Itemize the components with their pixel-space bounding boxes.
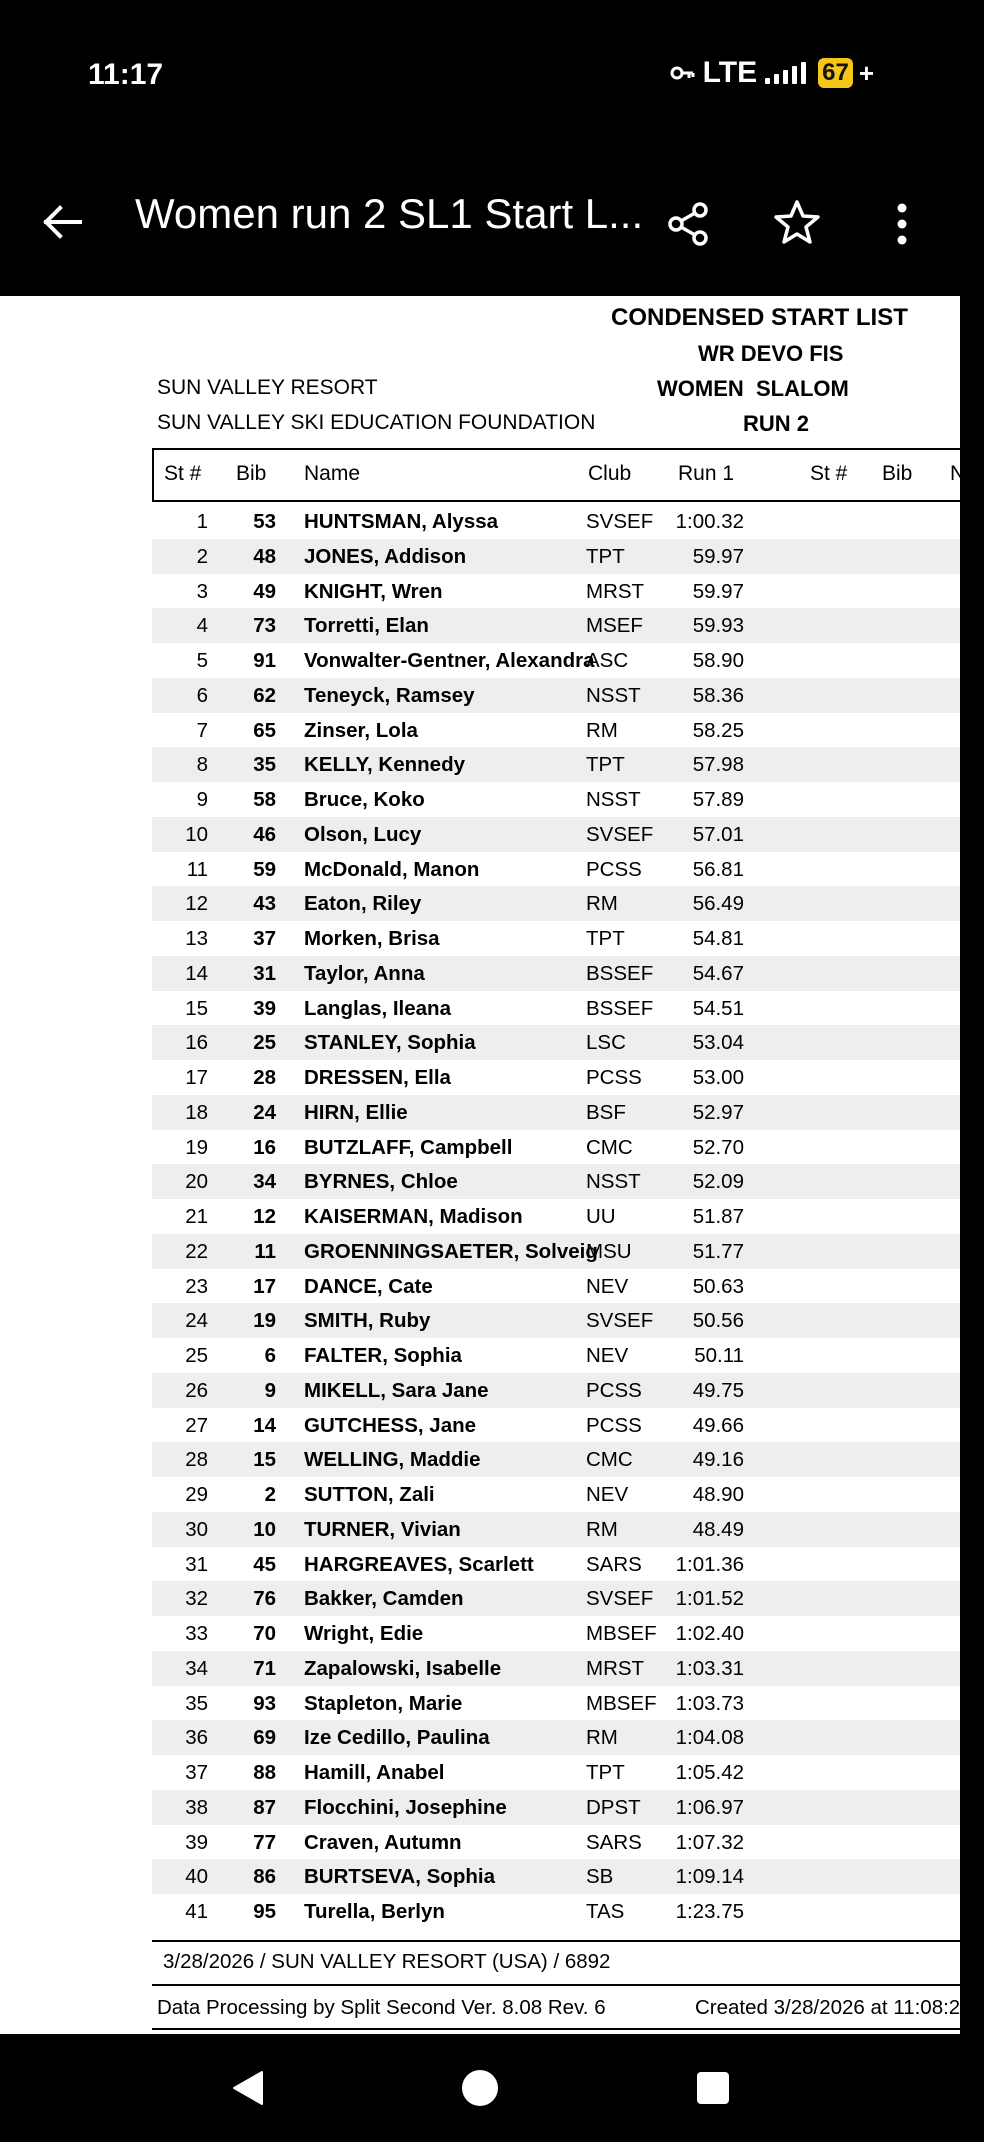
table-row [152, 1130, 960, 1165]
club: DPST [586, 1795, 641, 1819]
bib-number: 88 [253, 1761, 276, 1784]
table-row [152, 747, 960, 782]
run1-time: 54.67 [692, 961, 744, 985]
table-row [152, 1720, 960, 1755]
bib-number: 87 [253, 1795, 276, 1819]
start-number: 28 [185, 1448, 208, 1472]
bib-number: 93 [253, 1691, 276, 1715]
bib-number: 19 [253, 1309, 276, 1333]
club: PCSS [586, 1413, 642, 1437]
col-bib-2: Bib [882, 462, 913, 485]
clock: 11:17 [88, 58, 164, 91]
nav-recents-icon[interactable] [697, 2072, 729, 2104]
run1-time: 54.81 [692, 927, 744, 950]
run1-time: 1:23.75 [675, 1900, 744, 1923]
document-title: Women run 2 SL1 Start L... [135, 190, 644, 237]
table-row [152, 1303, 960, 1338]
table-row [152, 1199, 960, 1234]
club: SVSEF [586, 1309, 654, 1333]
club: SARS [586, 1552, 642, 1576]
start-number: 37 [185, 1761, 208, 1784]
bib-number: 86 [253, 1865, 276, 1889]
club: CMC [586, 1135, 633, 1159]
status-bar [0, 0, 960, 150]
organizer-resort: SUN VALLEY RESORT [157, 376, 378, 399]
table-row [152, 1477, 960, 1512]
club: MBSEF [586, 1691, 657, 1715]
pdf-page [0, 296, 966, 2034]
table-row [152, 1373, 960, 1408]
footer-created: Created 3/28/2026 at 11:08:2 [695, 1996, 961, 2019]
start-number: 36 [185, 1726, 208, 1750]
table-row [152, 504, 960, 539]
start-number: 31 [185, 1552, 208, 1576]
bib-number: 9 [264, 1378, 276, 1402]
bib-number: 95 [253, 1900, 276, 1923]
star-icon[interactable] [772, 198, 822, 248]
status-icons [669, 56, 874, 90]
bib-number: 53 [253, 510, 276, 533]
start-number: 35 [185, 1691, 208, 1715]
network-type: LTE [702, 56, 758, 89]
table-row [152, 1651, 960, 1686]
col-name: Name [304, 462, 361, 485]
athlete-name: SMITH, Ruby [304, 1309, 431, 1333]
club: ASC [586, 649, 629, 672]
club: BSF [586, 1100, 626, 1124]
bib-number: 77 [253, 1830, 276, 1854]
start-number: 30 [185, 1517, 208, 1541]
table-row [152, 956, 960, 991]
club: RM [586, 892, 618, 916]
start-number: 23 [185, 1274, 208, 1298]
start-number: 8 [196, 753, 208, 777]
club: MBSEF [586, 1622, 657, 1645]
table-row [152, 1581, 960, 1616]
nav-back-icon[interactable] [228, 2068, 268, 2108]
athlete-name: HIRN, Ellie [304, 1100, 408, 1124]
start-number: 14 [185, 961, 208, 985]
run1-time: 1:04.08 [675, 1726, 744, 1750]
col-st-2: St # [810, 462, 848, 485]
table-row [152, 1095, 960, 1130]
start-number: 17 [185, 1066, 208, 1089]
start-number: 2 [196, 544, 208, 568]
footer-divider [152, 1940, 962, 1942]
table-row [152, 1338, 960, 1373]
footer-event: 3/28/2026 / SUN VALLEY RESORT (USA) / 6892 [163, 1950, 611, 1973]
bib-number: 45 [253, 1552, 276, 1576]
athlete-name: Wright, Edie [304, 1622, 424, 1645]
athlete-name: Hamill, Anabel [304, 1761, 445, 1784]
run-label: RUN 2 [743, 411, 810, 436]
athlete-name: BURTSEVA, Sophia [304, 1865, 495, 1889]
table-row [152, 1825, 960, 1860]
table-header [152, 448, 984, 502]
charging-indicator: + [858, 57, 874, 88]
start-number: 40 [185, 1865, 208, 1889]
bib-number: 48 [253, 544, 276, 568]
bib-number: 34 [253, 1170, 276, 1194]
athlete-name: MIKELL, Sara Jane [304, 1378, 489, 1402]
run1-time: 56.81 [692, 857, 744, 881]
athlete-name: Langlas, Ileana [304, 996, 451, 1020]
start-number: 20 [185, 1170, 208, 1194]
run1-time: 1:01.36 [675, 1552, 744, 1576]
club: NSST [586, 1170, 641, 1194]
athlete-name: HUNTSMAN, Alyssa [304, 510, 499, 533]
run1-time: 1:05.42 [675, 1761, 744, 1784]
col-name-2: N [950, 462, 966, 485]
athlete-name: Torretti, Elan [304, 614, 429, 638]
run1-time: 1:03.31 [675, 1656, 744, 1680]
run1-time: 50.56 [692, 1309, 744, 1333]
run1-time: 58.90 [692, 649, 744, 672]
bib-number: 6 [264, 1344, 276, 1367]
start-number: 12 [185, 892, 208, 916]
club: NSST [586, 788, 641, 811]
table-row [152, 1686, 960, 1721]
run1-time: 1:01.52 [675, 1587, 744, 1611]
start-number: 18 [185, 1100, 208, 1124]
athlete-name: DANCE, Cate [304, 1274, 433, 1298]
athlete-name: STANLEY, Sophia [304, 1031, 476, 1055]
club: CMC [586, 1448, 633, 1472]
run1-time: 58.25 [692, 718, 744, 742]
table-row [152, 921, 960, 956]
start-number: 16 [185, 1031, 208, 1055]
start-number: 15 [185, 996, 208, 1020]
run1-time: 1:07.32 [675, 1830, 744, 1854]
bib-number: 2 [264, 1483, 276, 1506]
start-number: 24 [185, 1309, 208, 1333]
athlete-name: Vonwalter-Gentner, Alexandra [304, 649, 595, 672]
table-row [152, 713, 960, 748]
start-number: 39 [185, 1830, 208, 1854]
table-row [152, 991, 960, 1026]
run1-time: 52.70 [692, 1135, 744, 1159]
bib-number: 11 [254, 1239, 276, 1263]
club: NSST [586, 683, 641, 707]
club: MSU [586, 1239, 632, 1263]
bib-number: 24 [253, 1100, 276, 1124]
club: NEV [586, 1344, 629, 1367]
start-number: 21 [185, 1205, 208, 1228]
footer-processing: Data Processing by Split Second Ver. 8.08 Rev. 6 [157, 1996, 606, 2019]
table-row [152, 782, 960, 817]
table-row [152, 1859, 960, 1894]
start-number: 9 [196, 788, 208, 811]
bib-number: 17 [253, 1274, 276, 1298]
run1-time: 57.01 [692, 822, 744, 846]
bib-number: 73 [253, 614, 276, 638]
bib-number: 62 [253, 683, 276, 707]
col-run1: Run 1 [678, 462, 735, 485]
table-row [152, 817, 960, 852]
run1-time: 48.49 [692, 1517, 744, 1541]
club: RM [586, 1517, 618, 1541]
athlete-name: HARGREAVES, Scarlett [304, 1552, 534, 1576]
table-row [152, 886, 960, 921]
footer-divider-3 [152, 2028, 962, 2030]
start-number: 32 [185, 1587, 208, 1611]
bib-number: 46 [253, 822, 276, 846]
more-options-icon[interactable] [882, 200, 922, 248]
bib-number: 10 [253, 1517, 276, 1541]
start-number: 19 [185, 1135, 208, 1159]
athlete-name: Taylor, Anna [304, 961, 425, 985]
club: PCSS [586, 857, 642, 881]
run1-time: 59.97 [692, 579, 744, 603]
navigation-bar [0, 2034, 960, 2142]
table-row [152, 1442, 960, 1477]
athlete-name: Flocchini, Josephine [304, 1795, 507, 1819]
club: TPT [586, 927, 625, 950]
athlete-name: TURNER, Vivian [304, 1517, 461, 1541]
table-row [152, 1512, 960, 1547]
table-row [152, 1025, 960, 1060]
athlete-name: Teneyck, Ramsey [304, 683, 475, 707]
start-number: 27 [185, 1413, 208, 1437]
run1-time: 51.77 [692, 1239, 744, 1263]
bib-number: 59 [253, 857, 276, 881]
table-row [152, 852, 960, 887]
table-row [152, 1894, 960, 1929]
athlete-name: BUTZLAFF, Campbell [304, 1135, 513, 1159]
club: RM [586, 1726, 618, 1750]
run1-time: 52.09 [692, 1170, 744, 1194]
start-number: 11 [186, 857, 208, 881]
bib-number: 35 [253, 753, 276, 777]
run1-time: 57.98 [692, 753, 744, 777]
club: MRST [586, 579, 645, 603]
athlete-name: Zinser, Lola [304, 718, 418, 742]
run1-time: 51.87 [692, 1205, 744, 1228]
share-icon[interactable] [664, 200, 712, 248]
start-number: 3 [196, 579, 208, 603]
athlete-name: GUTCHESS, Jane [304, 1413, 477, 1437]
run1-time: 49.66 [692, 1413, 744, 1437]
bib-number: 76 [253, 1587, 276, 1611]
table-row [152, 1060, 960, 1095]
nav-home-icon[interactable] [462, 2070, 498, 2106]
bib-number: 37 [253, 927, 276, 950]
table-row [152, 1269, 960, 1304]
club: TPT [586, 1761, 625, 1784]
athlete-name: DRESSEN, Ella [304, 1066, 451, 1089]
discipline: WOMEN SLALOM [657, 376, 849, 401]
start-number: 10 [185, 822, 208, 846]
run1-time: 59.93 [692, 614, 744, 638]
run1-time: 49.75 [692, 1378, 744, 1402]
col-club: Club [588, 462, 632, 485]
club: SVSEF [586, 510, 654, 533]
table-row [152, 643, 960, 678]
athlete-name: KAISERMAN, Madison [304, 1205, 523, 1228]
athlete-name: Bakker, Camden [304, 1587, 464, 1611]
athlete-name: KELLY, Kennedy [304, 753, 466, 777]
bib-number: 58 [253, 788, 276, 811]
bib-number: 69 [253, 1726, 276, 1750]
start-number: 33 [185, 1622, 208, 1645]
club: SVSEF [586, 1587, 654, 1611]
club: NEV [586, 1483, 629, 1506]
signal-icon [765, 62, 806, 84]
bib-number: 15 [253, 1448, 276, 1472]
club: MRST [586, 1656, 645, 1680]
start-number: 4 [196, 614, 208, 638]
bib-number: 43 [253, 892, 276, 916]
athlete-name: WELLING, Maddie [304, 1448, 481, 1472]
start-number: 38 [185, 1795, 208, 1819]
back-arrow-icon[interactable] [40, 200, 84, 244]
athlete-name: Bruce, Koko [304, 788, 425, 811]
club: MSEF [586, 614, 643, 638]
start-number: 13 [185, 927, 208, 950]
start-number: 34 [185, 1656, 208, 1680]
start-list-table [152, 504, 960, 1929]
bib-number: 71 [253, 1656, 276, 1680]
start-number: 26 [185, 1378, 208, 1402]
run1-time: 56.49 [692, 892, 744, 916]
athlete-name: Zapalowski, Isabelle [304, 1656, 502, 1680]
club: BSSEF [586, 961, 654, 985]
event-name: WR DEVO FIS [698, 341, 844, 366]
club: SVSEF [586, 822, 654, 846]
run1-time: 58.36 [692, 683, 744, 707]
run1-time: 50.11 [694, 1344, 744, 1367]
club: TAS [586, 1900, 625, 1923]
athlete-name: FALTER, Sophia [304, 1344, 462, 1367]
table-row [152, 1547, 960, 1582]
club: SARS [586, 1830, 642, 1854]
athlete-name: JONES, Addison [304, 544, 467, 568]
table-row [152, 1755, 960, 1790]
col-bib: Bib [236, 462, 267, 485]
bib-number: 39 [253, 996, 276, 1020]
start-number: 6 [196, 683, 208, 707]
bib-number: 25 [253, 1031, 276, 1055]
table-row [152, 608, 960, 643]
athlete-name: Eaton, Riley [304, 892, 422, 916]
battery-level: 67 [818, 58, 853, 88]
start-number: 41 [185, 1900, 208, 1923]
table-row [152, 1164, 960, 1199]
bib-number: 65 [253, 718, 276, 742]
run1-time: 59.97 [692, 544, 744, 568]
start-number: 29 [185, 1483, 208, 1506]
footer-divider-2 [152, 1984, 962, 1986]
athlete-name: Olson, Lucy [304, 822, 422, 846]
athlete-name: Turella, Berlyn [304, 1900, 445, 1923]
club: RM [586, 718, 618, 742]
athlete-name: KNIGHT, Wren [304, 579, 443, 603]
table-row [152, 678, 960, 713]
start-number: 22 [185, 1239, 208, 1263]
run1-time: 50.63 [692, 1274, 744, 1298]
table-row [152, 1408, 960, 1443]
athlete-name: GROENNINGSAETER, Solveig [304, 1239, 598, 1263]
bib-number: 91 [253, 649, 276, 672]
table-row [152, 539, 960, 574]
athlete-name: BYRNES, Chloe [304, 1170, 458, 1194]
club: SB [586, 1865, 614, 1889]
start-number: 5 [196, 649, 208, 672]
bib-number: 28 [253, 1066, 276, 1089]
table-row [152, 1616, 960, 1651]
run1-time: 53.00 [692, 1066, 744, 1089]
run1-time: 53.04 [692, 1031, 744, 1055]
table-row [152, 1790, 960, 1825]
run1-time: 49.16 [692, 1448, 744, 1472]
start-number: 1 [196, 510, 208, 533]
club: UU [586, 1205, 616, 1228]
run1-time: 1:02.40 [675, 1622, 744, 1645]
club: PCSS [586, 1378, 642, 1402]
run1-time: 54.51 [692, 996, 744, 1020]
list-heading: CONDENSED START LIST [611, 304, 908, 331]
start-number: 25 [185, 1344, 208, 1367]
col-st: St # [164, 462, 202, 485]
club: BSSEF [586, 996, 654, 1020]
athlete-name: Craven, Autumn [304, 1830, 462, 1854]
athlete-name: SUTTON, Zali [304, 1483, 435, 1506]
athlete-name: McDonald, Manon [304, 857, 480, 881]
athlete-name: Morken, Brisa [304, 927, 440, 950]
bib-number: 16 [253, 1135, 276, 1159]
bib-number: 31 [253, 961, 276, 985]
table-row [152, 574, 960, 609]
run1-time: 1:00.32 [675, 510, 744, 533]
bib-number: 12 [253, 1205, 276, 1228]
club: TPT [586, 544, 625, 568]
table-row [152, 1234, 960, 1269]
vpn-key-icon [669, 60, 695, 86]
app-bar [0, 150, 960, 296]
run1-time: 1:06.97 [675, 1795, 744, 1819]
club: PCSS [586, 1066, 642, 1089]
run1-time: 52.97 [692, 1100, 744, 1124]
start-number: 7 [196, 718, 208, 742]
run1-time: 1:03.73 [675, 1691, 744, 1715]
bib-number: 14 [253, 1413, 276, 1437]
run1-time: 1:09.14 [675, 1865, 744, 1889]
athlete-name: Stapleton, Marie [304, 1691, 463, 1715]
athlete-name: Ize Cedillo, Paulina [304, 1726, 490, 1750]
run1-time: 57.89 [692, 788, 744, 811]
bib-number: 49 [253, 579, 276, 603]
club: TPT [586, 753, 625, 777]
run1-time: 48.90 [692, 1483, 744, 1506]
club: LSC [586, 1031, 626, 1055]
club: NEV [586, 1274, 629, 1298]
organizer-foundation: SUN VALLEY SKI EDUCATION FOUNDATION [157, 411, 596, 434]
bib-number: 70 [253, 1622, 276, 1645]
